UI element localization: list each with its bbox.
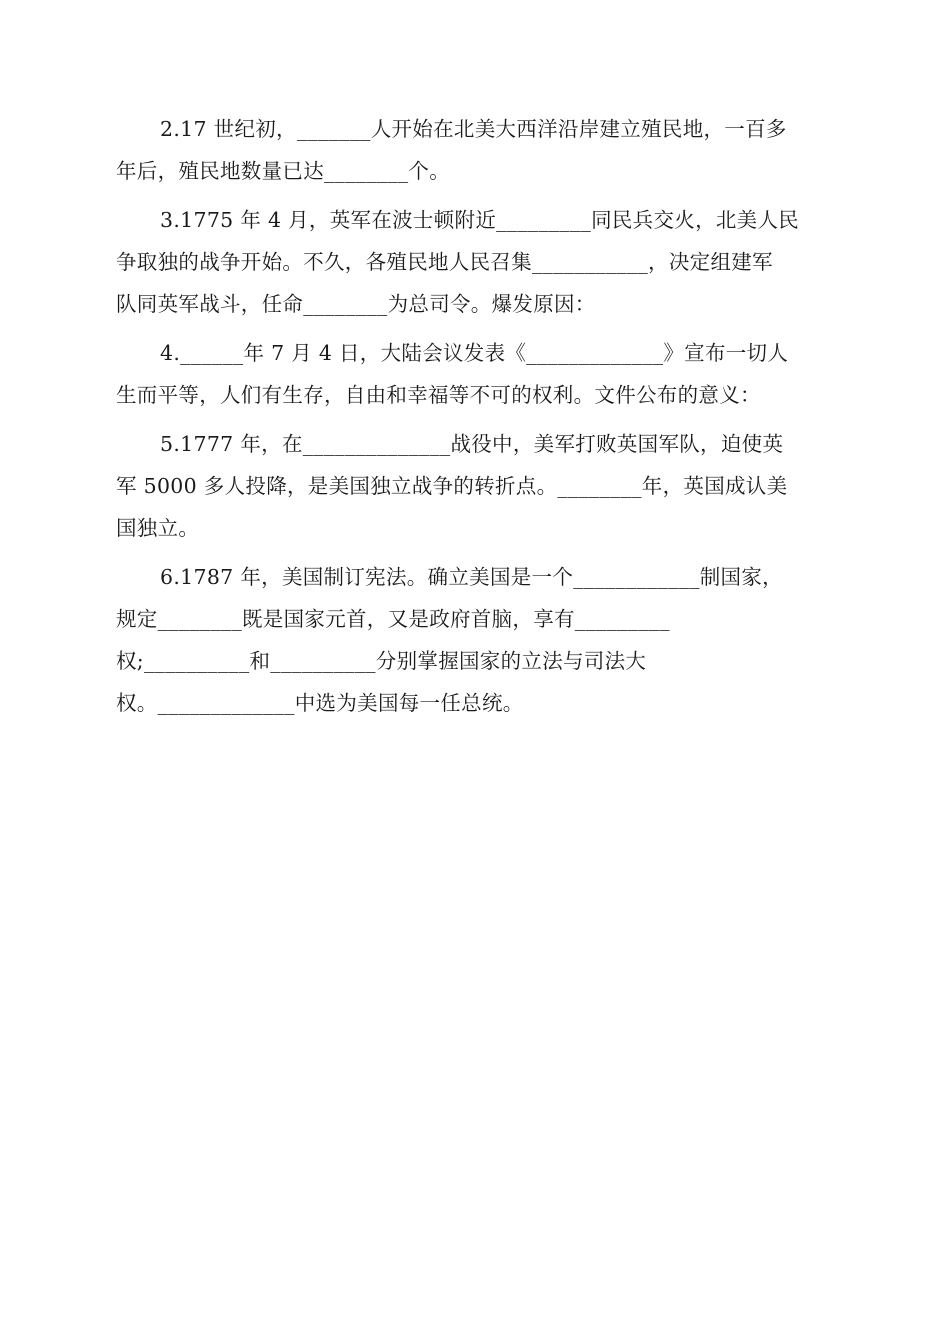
question-3-line-3: 队同英军战斗，任命________为总司令。爆发原因： [116, 292, 596, 316]
question-4-line-1: 4.______年 7 月 4 日，大陆会议发表《_____________》宣布一切人 [160, 341, 789, 365]
question-3-line-1: 3.1775 年 4 月，英军在波士顿附近_________同民兵交火，北美人民 [160, 208, 800, 232]
question-6-line-4: 权。_____________中选为美国每一任总统。 [116, 691, 524, 715]
question-4-line-2: 生而平等，人们有生存，自由和幸福等不可的权利。文件公布的意义： [116, 383, 761, 407]
question-5-line-3: 国独立。 [116, 516, 200, 540]
question-6 [116, 556, 832, 724]
question-6-line-3: 权;__________和__________分别掌握国家的立法与司法大 [116, 649, 647, 673]
question-6-line-1: 6.1787 年，美国制订宪法。确立美国是一个____________制国家， [160, 565, 783, 589]
question-5-line-2: 军 5000 多人投降，是美国独立战争的转折点。________年，英国成认美 [116, 474, 788, 498]
question-3 [116, 199, 832, 325]
question-2-line-2: 年后，殖民地数量已达________个。 [116, 159, 450, 183]
question-4 [116, 332, 832, 416]
question-5-line-1: 5.1777 年，在______________战役中，美军打败英国军队，迫使英 [160, 432, 784, 456]
question-6-line-2: 规定________既是国家元首，又是政府首脑，享有_________ [116, 607, 670, 631]
question-2 [116, 108, 832, 192]
question-3-line-2: 争取独的战争开始。不久，各殖民地人民召集___________，决定组建军 [116, 250, 773, 274]
question-5 [116, 423, 832, 549]
question-2-line-1: 2.17 世纪初，_______人开始在北美大西洋沿岸建立殖民地，一百多 [160, 117, 787, 141]
